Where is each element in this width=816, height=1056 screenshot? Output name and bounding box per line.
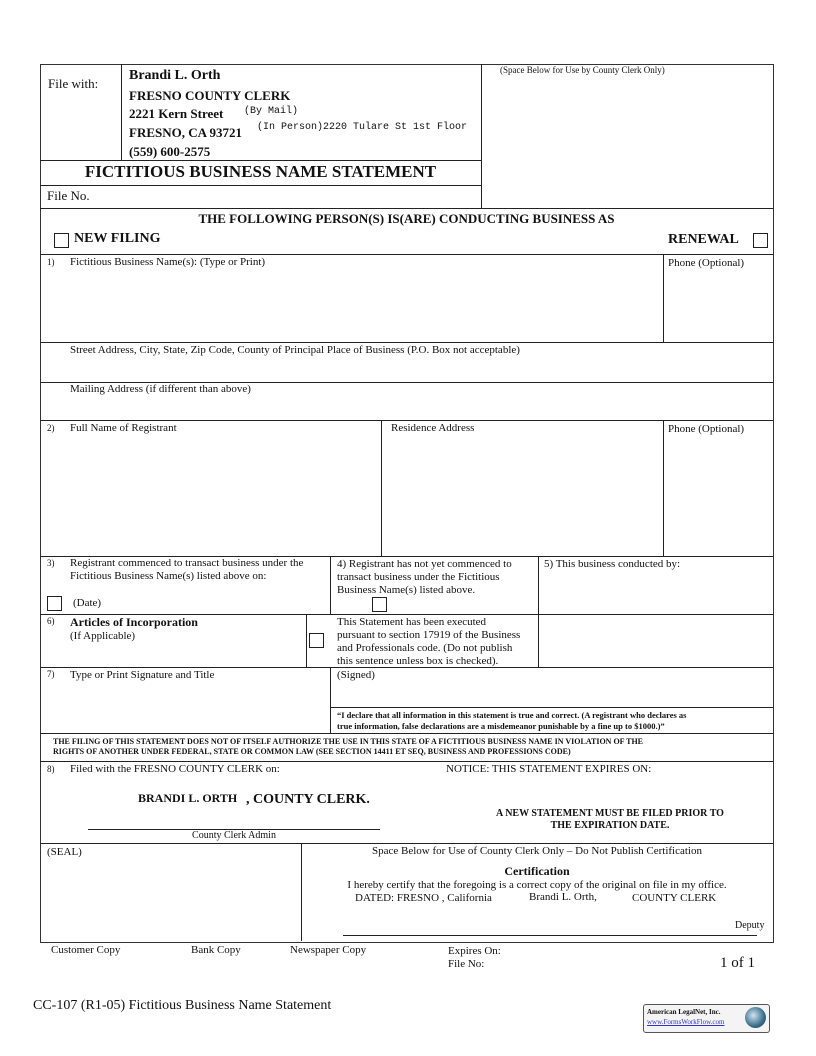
clerk-phone: (559) 600-2575 <box>129 144 211 159</box>
county-clerk-name: BRANDI L. ORTH <box>138 791 238 805</box>
commenced-label: Registrant commenced to transact business under the <box>70 557 304 569</box>
clerk-only-label: Space Below for Use of County Clerk Only – Do Not Publish Certification <box>372 845 702 857</box>
mailing-address-label: Mailing Address (if different than above) <box>70 383 251 395</box>
clerk-name: Brandi L. Orth <box>129 68 221 83</box>
not-commenced-label-3: Business Name(s) listed above. <box>337 584 476 596</box>
divider <box>330 667 331 733</box>
seal-label: (SEAL) <box>47 846 82 858</box>
newspaper-copy-label: Newspaper Copy <box>290 944 367 956</box>
if-applicable-label: (If Applicable) <box>70 630 136 642</box>
renewal-label: RENEWAL <box>668 232 739 247</box>
certification-clerk-name: Brandi L. Orth, <box>529 891 597 903</box>
file-with-label: File with: <box>48 76 99 91</box>
county-clerk-admin-label: County Clerk Admin <box>192 830 276 841</box>
divider <box>40 160 481 161</box>
section-number: 8) <box>47 764 55 774</box>
divider <box>40 667 773 668</box>
statement-line: and Professionals code. (Do not publish <box>337 642 513 654</box>
section-number: 1) <box>47 257 55 267</box>
certification-clerk-role: COUNTY CLERK <box>632 892 717 904</box>
new-statement-notice-2: THE EXPIRATION DATE. <box>550 820 670 831</box>
street-address-label: Street Address, City, State, Zip Code, County of Principal Place of Business (P.O. Box not acceptable) <box>70 344 520 356</box>
dated-label: DATED: FRESNO , California <box>355 892 492 904</box>
county-clerk-title: , COUNTY CLERK. <box>246 792 370 807</box>
section-number: 6) <box>47 616 55 626</box>
statement-line: This Statement has been executed <box>337 616 487 628</box>
form-id: CC-107 (R1-05) Fictitious Business Name Statement <box>33 998 332 1013</box>
divider <box>40 342 773 343</box>
residence-address-label: Residence Address <box>391 422 475 434</box>
registrant-name-label: Full Name of Registrant <box>70 422 177 434</box>
divider <box>663 420 664 556</box>
file-no-label: File No. <box>47 188 90 203</box>
new-statement-notice: A NEW STATEMENT MUST BE FILED PRIOR TO <box>496 808 724 819</box>
filed-with-label: Filed with the FRESNO COUNTY CLERK on: <box>70 763 280 775</box>
divider <box>121 64 122 160</box>
clerk-office: FRESNO COUNTY CLERK <box>129 88 291 103</box>
commenced-label-2: Fictitious Business Name(s) listed above on: <box>70 570 267 582</box>
divider <box>40 208 773 209</box>
by-mail-note: (By Mail) <box>244 106 299 117</box>
deputy-label: Deputy <box>735 920 765 931</box>
divider <box>40 185 481 186</box>
divider <box>306 614 307 667</box>
business-as-banner: THE FOLLOWING PERSON(S) IS(ARE) CONDUCTING BUSINESS AS <box>198 211 615 226</box>
statement-line: this sentence unless box is checked). <box>337 655 499 667</box>
declaration-line: “I declare that all information in this statement is true and correct. (A registrant who declares as <box>337 710 687 720</box>
legal-notice-2: RIGHTS OF ANOTHER UNDER FEDERAL, STATE OR COMMON LAW (SEE SECTION 14411 ET SEQ, BUSINESS AND PROFESSIONS CODE) <box>53 747 571 756</box>
date-label: (Date) <box>73 597 102 609</box>
business-name-label: Fictitious Business Name(s): (Type or Print) <box>70 256 266 268</box>
divider <box>538 556 539 667</box>
registrant-phone-label: Phone (Optional) <box>668 423 745 435</box>
divider <box>381 420 382 556</box>
section-number: 3) <box>47 558 55 568</box>
divider <box>301 843 302 941</box>
statement-line: pursuant to section 17919 of the Business <box>337 629 521 641</box>
articles-label: Articles of Incorporation <box>70 615 198 629</box>
american-legalnet-logo <box>643 1004 770 1033</box>
commenced-checkbox[interactable] <box>47 596 62 611</box>
globe-icon <box>745 1007 766 1028</box>
business-name-field[interactable] <box>41 272 662 341</box>
divider <box>330 707 773 708</box>
deputy-line <box>343 935 757 936</box>
certification-text: I hereby certify that the foregoing is a correct copy of the original on file in my office. <box>347 879 727 891</box>
new-filing-label: NEW FILING <box>74 231 161 246</box>
certification-title: Certification <box>504 864 570 878</box>
divider <box>40 761 773 762</box>
legal-notice: THE FILING OF THIS STATEMENT DOES NOT OF ITSELF AUTHORIZE THE USE IN THIS STATE OF A FICTITIOUS BUSINESS NAME IN VIOLATION OF THE <box>53 737 644 746</box>
divider <box>40 733 773 734</box>
divider <box>40 843 773 844</box>
footer-file-no-label: File No: <box>448 958 485 970</box>
not-commenced-label-2: transact business under the Fictitious <box>337 571 500 583</box>
declaration-line: true information, false declarations are a misdemeanor punishable by a fine up to $1000.)” <box>337 721 665 731</box>
conducted-by-label: 5) This business conducted by: <box>544 558 681 570</box>
logo-text: American LegalNet, Inc. <box>647 1008 721 1016</box>
clerk-street: 2221 Kern Street <box>129 106 224 121</box>
form-title: FICTITIOUS BUSINESS NAME STATEMENT <box>84 162 437 181</box>
logo-url: www.FormsWorkFlow.com <box>647 1018 725 1026</box>
expires-on-label: Expires On: <box>448 945 501 957</box>
in-person-address: (In Person)2220 Tulare St 1st Floor <box>257 122 468 133</box>
signature-title-label: Type or Print Signature and Title <box>70 669 215 681</box>
section-17919-checkbox[interactable] <box>309 633 324 648</box>
expires-notice: NOTICE: THIS STATEMENT EXPIRES ON: <box>446 763 652 775</box>
signed-label: (Signed) <box>337 669 375 681</box>
renewal-checkbox[interactable] <box>753 233 768 248</box>
section-number: 7) <box>47 669 55 679</box>
new-filing-checkbox[interactable] <box>54 233 69 248</box>
clerk-city: FRESNO, CA 93721 <box>129 125 243 140</box>
divider <box>330 556 331 614</box>
section-number: 2) <box>47 423 55 433</box>
not-commenced-label: 4) Registrant has not yet commenced to <box>337 558 512 570</box>
divider <box>481 64 482 208</box>
page-number: 1 of 1 <box>720 955 755 971</box>
phone-label: Phone (Optional) <box>668 257 745 269</box>
not-commenced-checkbox[interactable] <box>372 597 387 612</box>
bank-copy-label: Bank Copy <box>191 944 241 956</box>
customer-copy-label: Customer Copy <box>51 944 121 956</box>
clerk-use-label: (Space Below for Use by County Clerk Only) <box>500 65 665 75</box>
divider <box>663 254 664 342</box>
